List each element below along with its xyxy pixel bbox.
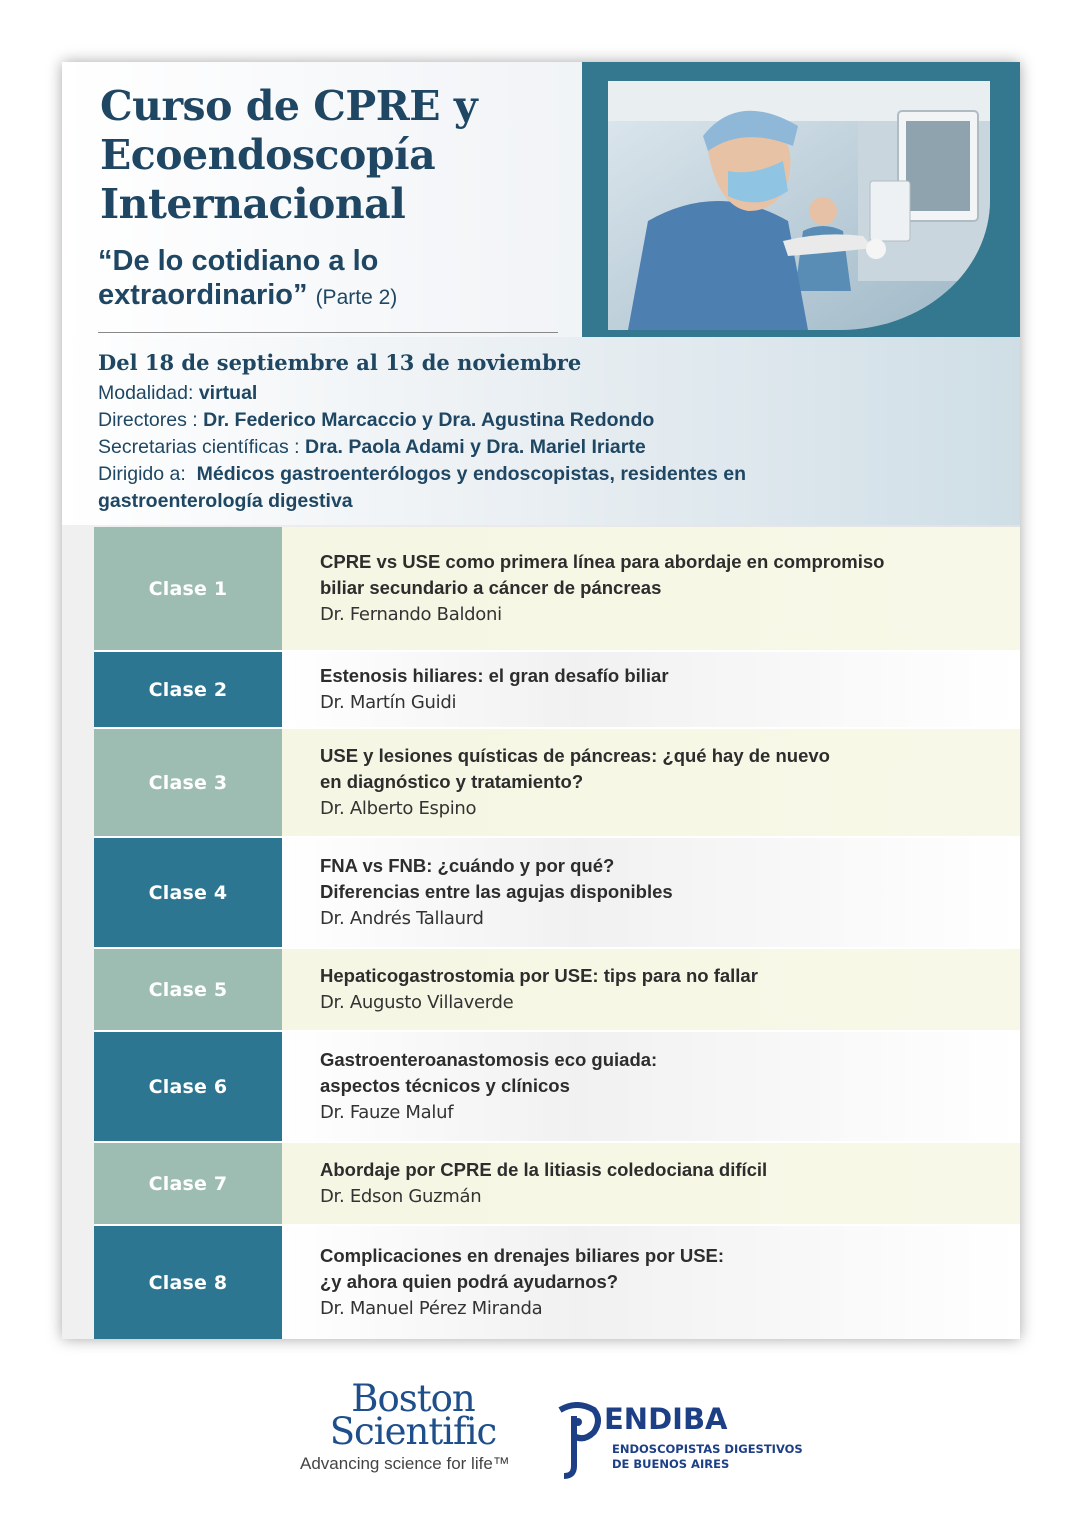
- boston-scientific-logo: [300, 1377, 530, 1474]
- endiba-name: ENDIBA: [604, 1402, 728, 1436]
- course-dates: Del 18 de septiembre al 13 de noviembre: [98, 350, 582, 375]
- class-content-2: [282, 652, 1020, 727]
- class-content-4: [282, 838, 1020, 947]
- title-line-3: Internacional: [100, 180, 406, 228]
- endiba-emblem-icon: [552, 1402, 602, 1482]
- dirigido-label: Dirigido a:: [98, 463, 186, 485]
- class-topic-5a: Hepaticogastrostomia por USE: tips para no fallar: [320, 965, 758, 986]
- dirigido-value-1: Médicos gastroenterólogos y endoscopistas, residentes en: [196, 463, 747, 485]
- class-topic-1b: biliar secundario a cáncer de páncreas: [320, 577, 662, 599]
- class-content-1: [282, 527, 1020, 650]
- class-row-4: [94, 838, 1020, 947]
- class-content-7: [282, 1143, 1020, 1224]
- secretarias-label: Secretarias científicas :: [98, 436, 300, 458]
- flyer-card: [62, 62, 1020, 1339]
- class-speaker-3: Dr. Alberto Espino: [320, 797, 477, 819]
- class-topic-6b: aspectos técnicos y clínicos: [320, 1075, 570, 1097]
- class-label-5: Clase 5: [94, 949, 282, 1030]
- surgeon-photo: [608, 81, 990, 330]
- class-speaker-1: Dr. Fernando Baldoni: [320, 603, 502, 625]
- class-row-7: [94, 1143, 1020, 1224]
- class-row-6: [94, 1032, 1020, 1141]
- class-topic-8a: Complicaciones en drenajes biliares por USE:: [320, 1244, 725, 1266]
- class-row-5: [94, 949, 1020, 1030]
- class-speaker-4: Dr. Andrés Tallaurd: [320, 907, 484, 929]
- class-content-5: [282, 949, 1020, 1030]
- class-label-8: Clase 8: [94, 1226, 282, 1339]
- class-content-8: [282, 1226, 1020, 1339]
- class-content-3: [282, 729, 1020, 836]
- directores-value: Dr. Federico Marcaccio y Dra. Agustina Redondo: [203, 409, 655, 431]
- endiba-sub-line-1: ENDOSCOPISTAS DIGESTIVOS: [612, 1442, 803, 1456]
- sponsor-logos: [0, 1340, 1080, 1532]
- surgeon-illustration: [608, 81, 990, 330]
- class-label-6: Clase 6: [94, 1032, 282, 1141]
- subtitle-part: (Parte 2): [315, 286, 398, 309]
- class-topic-7a: Abordaje por CPRE de la litiasis coledociana difícil: [320, 1159, 768, 1180]
- class-topic-4b: Diferencias entre las agujas disponibles: [320, 881, 673, 903]
- class-label-4: Clase 4: [94, 838, 282, 947]
- title-line-2: Ecoendoscopía: [100, 131, 436, 179]
- class-speaker-5: Dr. Augusto Villaverde: [320, 991, 514, 1013]
- directores-label: Directores :: [98, 409, 198, 431]
- endiba-subtitle: [612, 1442, 812, 1472]
- modalidad-label: Modalidad:: [98, 382, 194, 404]
- class-speaker-6: Dr. Fauze Maluf: [320, 1101, 454, 1123]
- class-row-3: [94, 729, 1020, 836]
- subtitle-line-2: extraordinario”: [98, 279, 308, 311]
- class-label-1: Clase 1: [94, 527, 282, 650]
- bsc-tagline: Advancing science for life™: [300, 1454, 510, 1473]
- class-speaker-8: Dr. Manuel Pérez Miranda: [320, 1297, 543, 1319]
- class-topic-8b: ¿y ahora quien podrá ayudarnos?: [320, 1271, 619, 1293]
- secretarias-line: [98, 434, 918, 460]
- dirigido-value-2: gastroenterología digestiva: [98, 490, 353, 512]
- endiba-logo: [552, 1402, 812, 1482]
- endiba-sub-line-2: DE BUENOS AIRES: [612, 1457, 730, 1471]
- dirigido-line: [98, 461, 918, 487]
- modalidad-line: [98, 380, 918, 406]
- class-label-7: Clase 7: [94, 1143, 282, 1224]
- bsc-name-line-1: Boston: [351, 1377, 475, 1420]
- class-row-1: [94, 527, 1020, 650]
- bsc-name-line-2: Scientific: [329, 1410, 497, 1453]
- class-topic-1a: CPRE vs USE como primera línea para abordaje en compromiso: [320, 550, 885, 572]
- class-label-3: Clase 3: [94, 729, 282, 836]
- modalidad-value: virtual: [198, 382, 258, 404]
- class-topic-6a: Gastroenteroanastomosis eco guiada:: [320, 1048, 658, 1070]
- class-topic-3b: en diagnóstico y tratamiento?: [320, 771, 584, 793]
- subtitle-line-1: “De lo cotidiano a lo: [98, 245, 379, 277]
- dirigido-line-2: [98, 488, 918, 514]
- class-row-8: [94, 1226, 1020, 1339]
- title-line-1: Curso de CPRE y: [100, 82, 478, 130]
- class-topic-3a: USE y lesiones quísticas de páncreas: ¿qué hay de nuevo: [320, 744, 830, 766]
- class-speaker-2: Dr. Martín Guidi: [320, 691, 457, 713]
- secretarias-value: Dra. Paola Adami y Dra. Mariel Iriarte: [305, 436, 646, 458]
- course-title: [100, 82, 570, 229]
- class-content-6: [282, 1032, 1020, 1141]
- class-speaker-7: Dr. Edson Guzmán: [320, 1185, 482, 1207]
- class-topic-2a: Estenosis hiliares: el gran desafío biliar: [320, 665, 669, 686]
- course-subtitle: [98, 244, 568, 315]
- class-row-2: [94, 652, 1020, 727]
- header-divider: [98, 332, 558, 333]
- class-topic-4a: FNA vs FNB: ¿cuándo y por qué?: [320, 854, 615, 876]
- class-label-2: Clase 2: [94, 652, 282, 727]
- directores-line: [98, 407, 918, 433]
- photo-frame: [582, 62, 1020, 337]
